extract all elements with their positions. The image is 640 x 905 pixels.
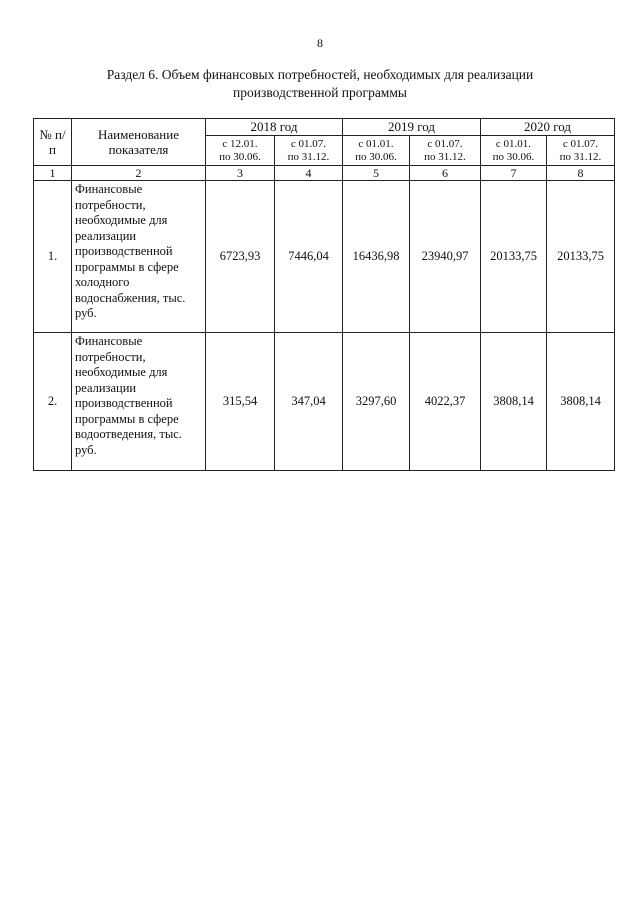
header-year-2018: 2018 год [206, 119, 343, 136]
period-from: с 01.07. [562, 137, 599, 150]
header-col-no: № п/п [34, 119, 72, 166]
column-number: 7 [481, 166, 547, 181]
page-number: 8 [317, 36, 323, 50]
period-to: по 31.12. [424, 150, 466, 163]
row-value: 3297,60 [343, 333, 410, 471]
period-cell [343, 136, 410, 166]
header-row-column-numbers [34, 166, 615, 181]
period-from: с 01.07. [427, 137, 463, 150]
period-to: по 30.06. [355, 150, 397, 163]
table-row [34, 181, 615, 333]
row-index: 2. [34, 333, 72, 471]
section-title [60, 66, 580, 102]
row-value: 23940,97 [410, 181, 481, 333]
header-year-2019: 2019 год [343, 119, 481, 136]
period-from: с 01.07. [290, 137, 327, 150]
row-value: 347,04 [275, 333, 343, 471]
header-year-2020: 2020 год [481, 119, 615, 136]
column-number: 4 [275, 166, 343, 181]
period-to: по 31.12. [287, 150, 330, 163]
row-value: 20133,75 [481, 181, 547, 333]
row-value: 16436,98 [343, 181, 410, 333]
period-cell [275, 136, 343, 166]
column-number: 5 [343, 166, 410, 181]
period-cell [481, 136, 547, 166]
row-name: Финансовые потребности, необходимые для реализации производственной программы в сфере холодного водоснабжения, тыс. руб. [72, 181, 206, 333]
period-cell [410, 136, 481, 166]
period-to: по 30.06. [219, 150, 261, 163]
section-title-line-2: производственной программы [233, 85, 407, 100]
period-cell [547, 136, 615, 166]
row-value: 315,54 [206, 333, 275, 471]
header-row-years [34, 119, 615, 136]
row-value: 20133,75 [547, 181, 615, 333]
period-to: по 30.06. [492, 150, 535, 163]
column-number: 1 [34, 166, 72, 181]
financial-needs-table [33, 118, 615, 471]
period-from: с 01.01. [358, 137, 394, 150]
row-value: 4022,37 [410, 333, 481, 471]
period-cell [206, 136, 275, 166]
row-value: 3808,14 [547, 333, 615, 471]
column-number: 8 [547, 166, 615, 181]
period-from: с 01.01. [495, 137, 532, 150]
column-number: 3 [206, 166, 275, 181]
section-title-line-1: Раздел 6. Объем финансовых потребностей, необходимых для реализации [106, 67, 534, 82]
row-value: 6723,93 [206, 181, 275, 333]
period-from: с 12.01. [222, 137, 258, 150]
table-row [34, 333, 615, 471]
period-to: по 31.12. [559, 150, 602, 163]
row-name: Финансовые потребности, необходимые для реализации производственной программы в сфере водоотведения, тыс. руб. [72, 333, 206, 471]
row-value: 7446,04 [275, 181, 343, 333]
row-value: 3808,14 [481, 333, 547, 471]
column-number: 2 [72, 166, 206, 181]
column-number: 6 [410, 166, 481, 181]
row-index: 1. [34, 181, 72, 333]
header-col-name: Наименование показателя [72, 119, 206, 166]
